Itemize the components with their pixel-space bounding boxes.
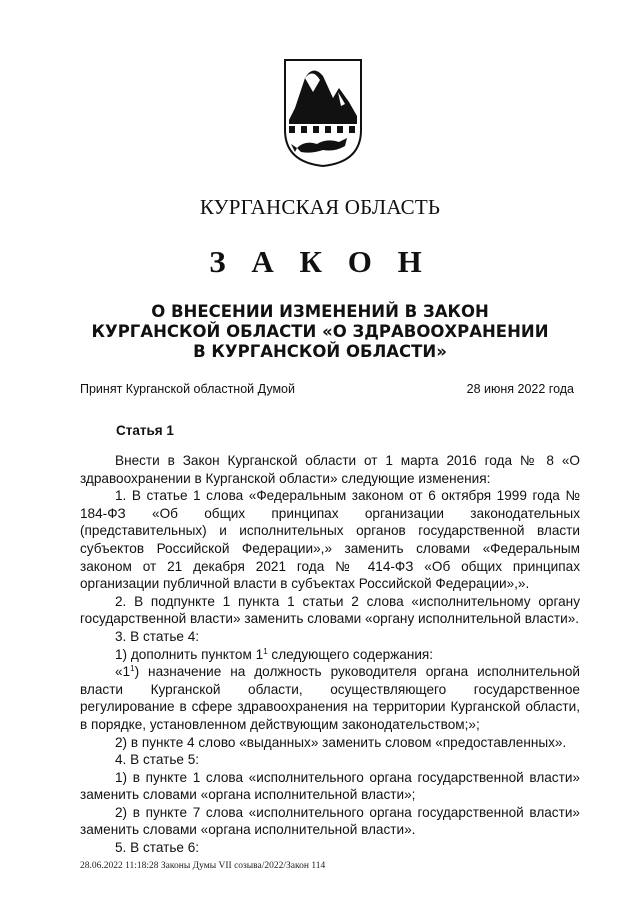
document-type: З А К О Н [209,244,431,279]
article-heading: Статья 1 [116,423,174,438]
paragraph: 5. В статье 6: [115,840,200,856]
footer-stamp: 28.06.2022 11:18:28 Законы Думы VII созыва/2022/Закон 114 [80,861,326,871]
law-title-line: О ВНЕСЕНИИ ИЗМЕНЕНИЙ В ЗАКОН [151,302,489,321]
paragraph: 1) в пункте 1 слова «исполнительного органа государственной власти» заменить словами «органа исполнительной власти»; [80,769,580,803]
paragraph: 2. В подпункте 1 пункта 1 статьи 2 слова «исполнительному органу государственной власти» заменить словами «органу исполнительной власти». [80,593,580,627]
paragraph-text: «1 [115,664,131,680]
paragraph: 4. В статье 5: [115,752,200,768]
region-name: КУРГАНСКАЯ ОБЛАСТЬ [199,195,441,219]
paragraph: 2) в пункте 7 слова «исполнительного органа государственной власти» заменить словами «органа исполнительной власти». [80,804,580,838]
law-title-line: КУРГАНСКОЙ ОБЛАСТИ «О ЗДРАВООХРАНЕНИИ [91,322,549,341]
law-title-line: В КУРГАНСКОЙ ОБЛАСТИ» [193,342,447,361]
paragraph-text: ) назначение на должность руководителя органа исполнительной власти Курганской области, осуществляющего государственное регулирование в сфере здравоохранения на территории Курганской области, в порядке, установленном действующим законодательством;»; [80,664,580,732]
paragraph: 2) в пункте 4 слово «выданных» заменить словом «предоставленных». [115,734,567,750]
law-title [0,302,640,362]
paragraph: 3. В статье 4: [115,628,200,644]
paragraph [80,663,580,733]
paragraph: 1. В статье 1 слова «Федеральным законом от 6 октября 1999 года № 184-ФЗ «Об общих принципах организации законодательных (представительных) и исполнительных органов государственной власти субъектов Российской Федерации»,» заменить словами «Федеральным законом от 21 декабря 2021 года № 414-ФЗ «Об общих принципах организации публичной власти в субъектах Российской Федерации»,». [80,488,580,592]
coat-of-arms-icon [283,58,363,168]
paragraph: Внести в Закон Курганской области от 1 марта 2016 года № 8 «О здравоохранении в Курганской области» следующие изменения: [80,453,580,486]
superscript: 1 [130,664,135,674]
superscript: 1 [263,646,268,656]
article-body [80,452,580,857]
adoption-date: 28 июня 2022 года [466,382,574,396]
paragraph-text: 1) дополнить пунктом 1 [115,646,264,662]
adopted-by: Принят Курганской областной Думой [80,382,295,396]
paragraph [80,646,580,664]
paragraph-text: следующего содержания: [267,646,434,662]
